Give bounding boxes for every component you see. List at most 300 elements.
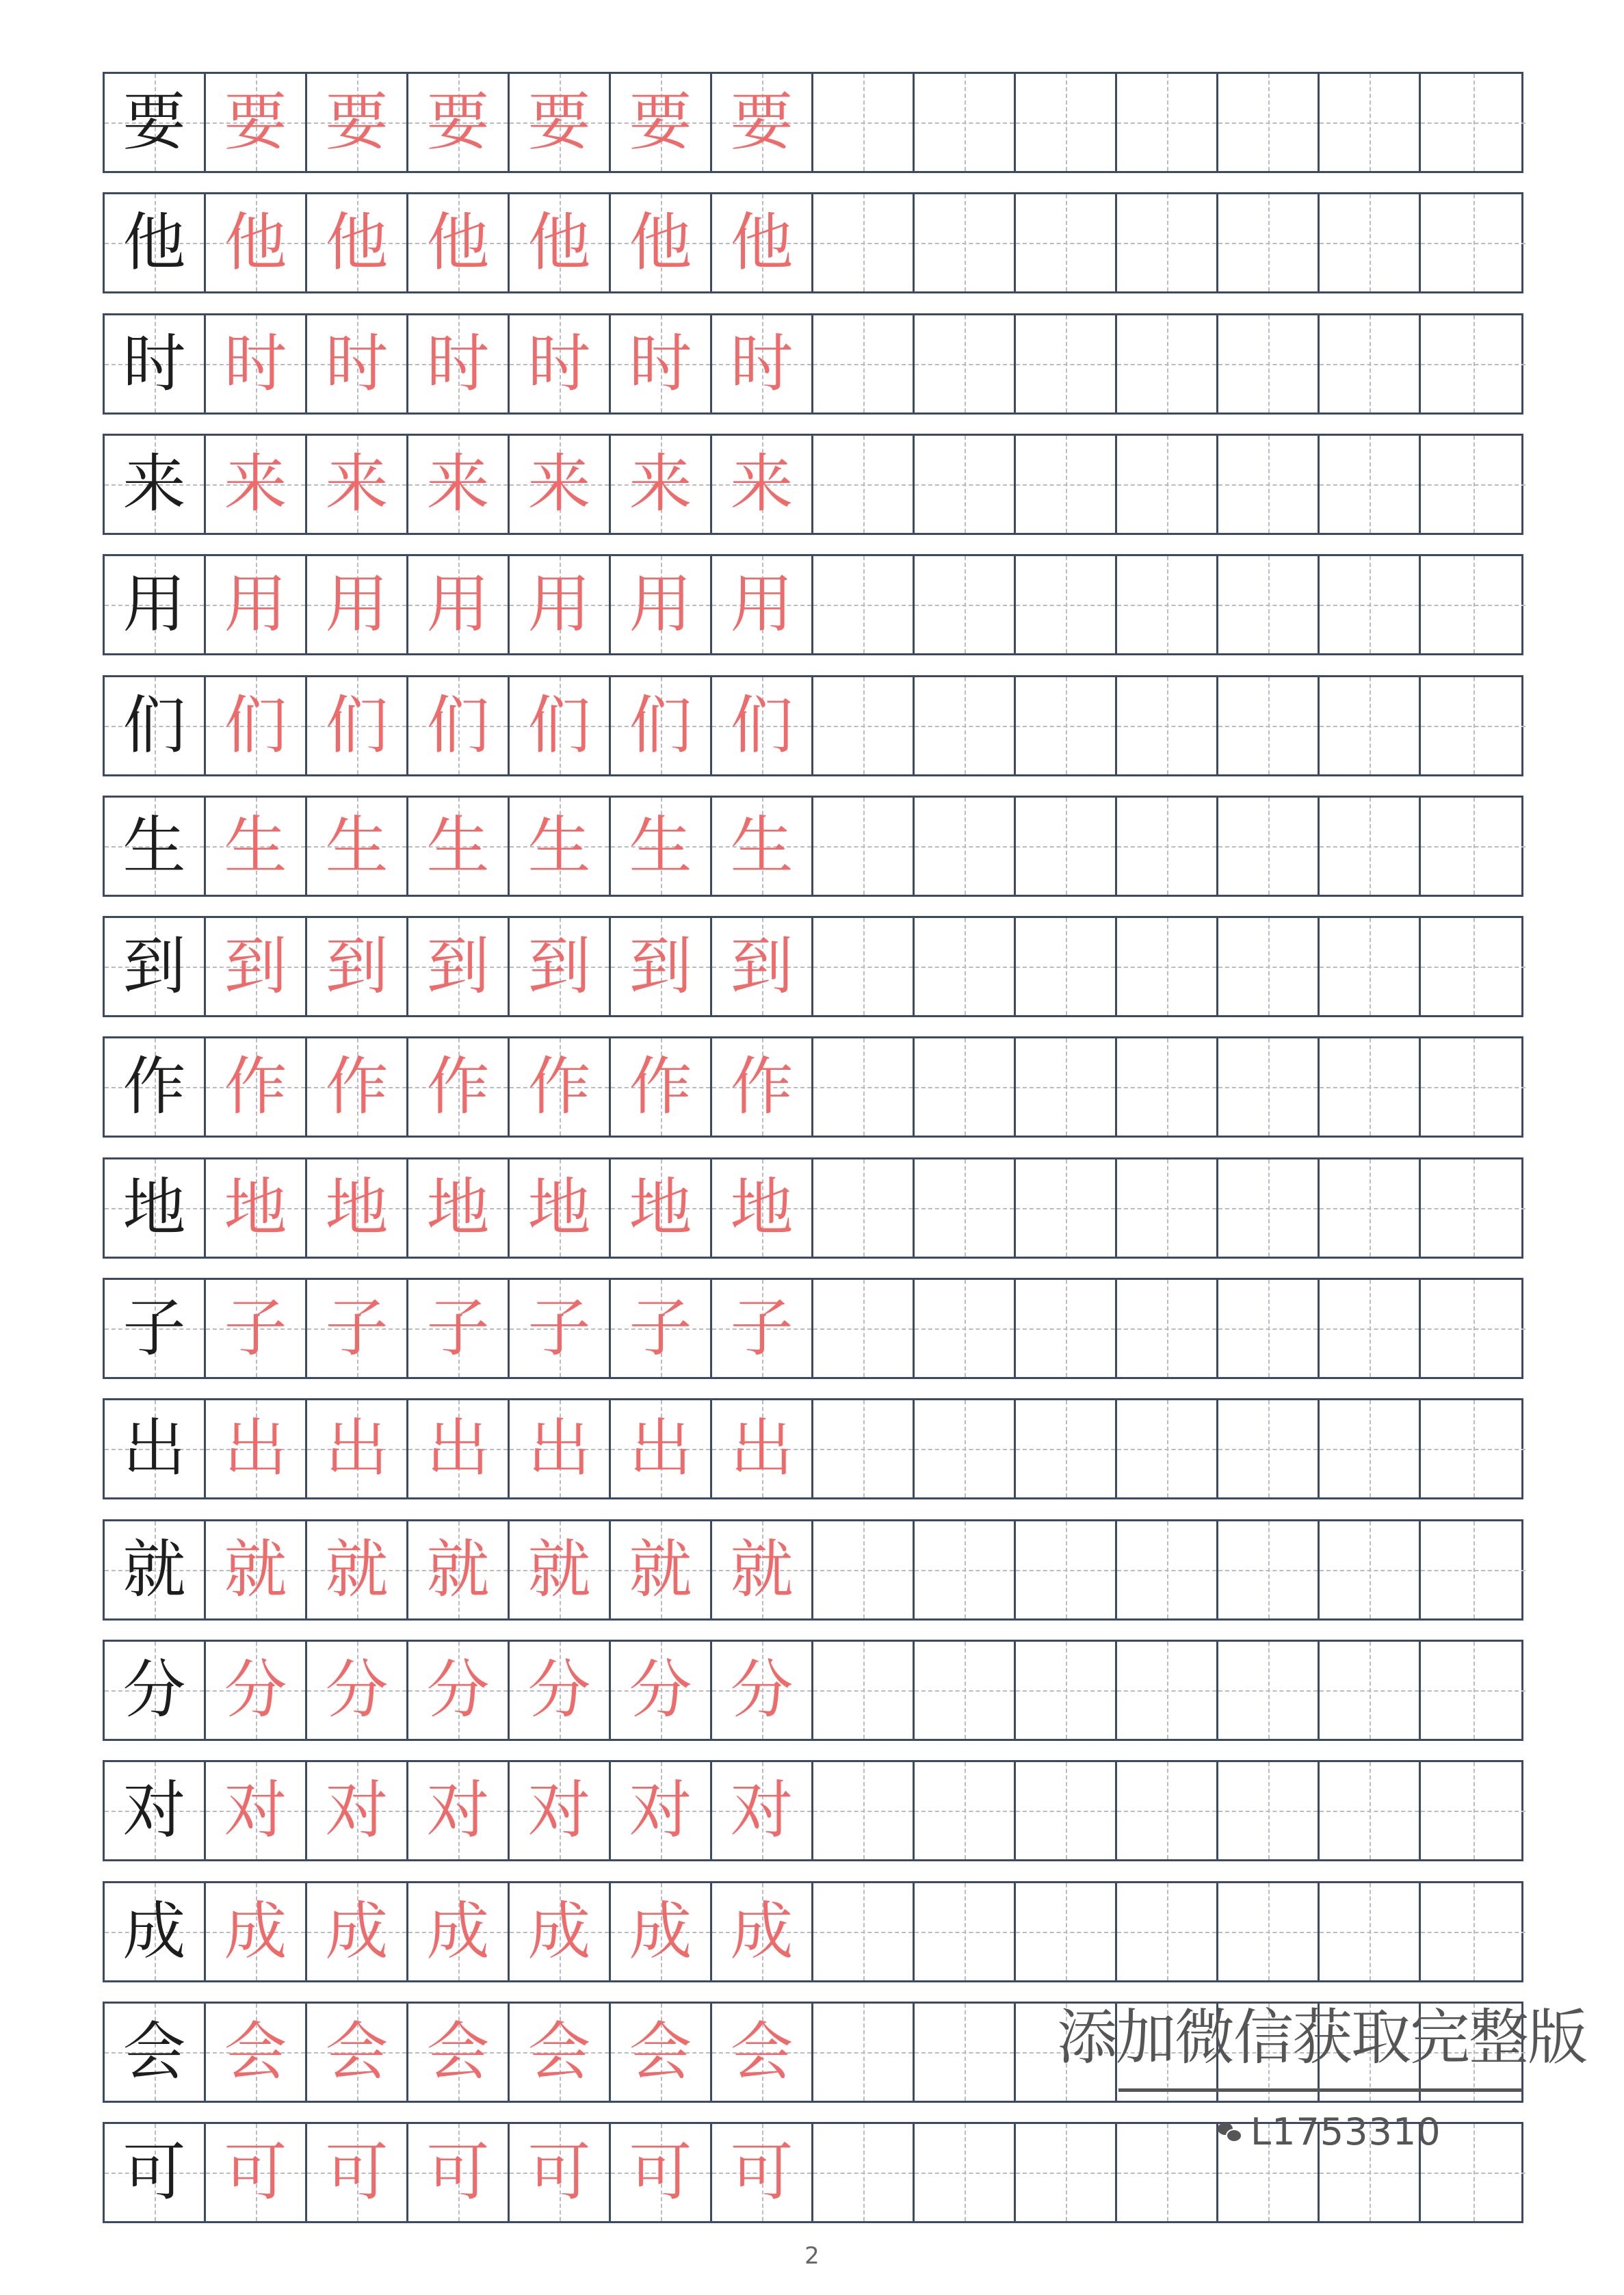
trace-character: 用 (629, 568, 692, 641)
trace-cell (510, 194, 611, 291)
trace-character: 们 (224, 689, 287, 762)
blank-practice-cell (1117, 1762, 1218, 1859)
model-cell (105, 1762, 206, 1859)
trace-cell (712, 436, 813, 533)
trace-cell (611, 2004, 712, 2101)
blank-practice-cell (813, 436, 915, 533)
trace-cell (408, 2004, 510, 2101)
practice-row (103, 675, 1523, 776)
model-character: 到 (122, 930, 186, 1003)
trace-cell (307, 1038, 408, 1136)
trace-cell (510, 556, 611, 653)
trace-cell (206, 1038, 307, 1136)
blank-practice-cell (1320, 74, 1421, 171)
model-cell (105, 1280, 206, 1377)
blank-practice-cell (813, 1642, 915, 1739)
trace-character: 就 (730, 1533, 794, 1606)
trace-cell (510, 74, 611, 171)
trace-cell (206, 556, 307, 653)
trace-character: 生 (730, 809, 794, 882)
blank-practice-cell (1320, 556, 1421, 653)
trace-character: 到 (527, 930, 591, 1003)
blank-practice-cell (1421, 1159, 1525, 1257)
practice-row (103, 434, 1523, 535)
trace-cell (206, 74, 307, 171)
trace-cell (510, 436, 611, 533)
trace-cell (408, 2124, 510, 2221)
blank-practice-cell (1117, 677, 1218, 774)
trace-cell (510, 1642, 611, 1739)
trace-cell (611, 194, 712, 291)
blank-practice-cell (1320, 315, 1421, 412)
blank-practice-cell (1117, 1159, 1218, 1257)
trace-cell (712, 798, 813, 895)
blank-practice-cell (1320, 918, 1421, 1015)
trace-character: 就 (527, 1533, 591, 1606)
blank-practice-cell (1218, 1038, 1320, 1136)
trace-cell (611, 1762, 712, 1859)
blank-practice-cell (1117, 74, 1218, 171)
trace-cell (206, 1642, 307, 1739)
blank-practice-cell (1016, 194, 1117, 291)
blank-practice-cell (1117, 1521, 1218, 1618)
trace-cell (712, 315, 813, 412)
trace-character: 时 (629, 327, 692, 400)
blank-practice-cell (915, 556, 1016, 653)
trace-character: 可 (629, 2136, 692, 2209)
blank-practice-cell (1320, 1883, 1421, 1980)
blank-practice-cell (1320, 1159, 1421, 1257)
model-cell (105, 556, 206, 653)
blank-practice-cell (1117, 798, 1218, 895)
trace-character: 生 (629, 809, 692, 882)
trace-character: 会 (426, 2015, 490, 2088)
trace-character: 作 (426, 1050, 490, 1123)
blank-practice-cell (1117, 1883, 1218, 1980)
model-cell (105, 315, 206, 412)
trace-cell (408, 1038, 510, 1136)
practice-row (103, 1640, 1523, 1741)
blank-practice-cell (1117, 315, 1218, 412)
trace-character: 时 (527, 327, 591, 400)
blank-practice-cell (1421, 1521, 1525, 1618)
blank-practice-cell (1421, 315, 1525, 412)
model-cell (105, 194, 206, 291)
model-cell (105, 798, 206, 895)
trace-cell (206, 798, 307, 895)
trace-cell (611, 1038, 712, 1136)
trace-cell (307, 556, 408, 653)
blank-practice-cell (1421, 677, 1525, 774)
blank-practice-cell (1218, 436, 1320, 533)
trace-character: 们 (730, 689, 794, 762)
trace-cell (408, 1400, 510, 1497)
trace-character: 出 (629, 1412, 692, 1485)
model-character: 成 (122, 1895, 186, 1968)
trace-character: 对 (325, 1774, 389, 1847)
blank-practice-cell (1016, 1521, 1117, 1618)
trace-character: 用 (730, 568, 794, 641)
trace-character: 时 (426, 327, 490, 400)
blank-practice-cell (1218, 1762, 1320, 1859)
blank-practice-cell (1320, 677, 1421, 774)
trace-character: 就 (426, 1533, 490, 1606)
trace-cell (712, 1642, 813, 1739)
blank-practice-cell (813, 1400, 915, 1497)
trace-character: 来 (730, 447, 794, 521)
trace-character: 可 (426, 2136, 490, 2209)
trace-character: 作 (730, 1050, 794, 1123)
trace-character: 生 (224, 809, 287, 882)
blank-practice-cell (1421, 1642, 1525, 1739)
trace-cell (408, 315, 510, 412)
trace-character: 用 (527, 568, 591, 641)
trace-cell (206, 918, 307, 1015)
blank-practice-cell (1421, 194, 1525, 291)
trace-cell (206, 1159, 307, 1257)
blank-practice-cell (813, 798, 915, 895)
blank-practice-cell (1320, 1642, 1421, 1739)
blank-practice-cell (915, 2124, 1016, 2221)
blank-practice-cell (1218, 918, 1320, 1015)
model-cell (105, 74, 206, 171)
blank-practice-cell (1421, 1038, 1525, 1136)
trace-character: 地 (325, 1171, 389, 1244)
blank-practice-cell (915, 436, 1016, 533)
blank-practice-cell (915, 1521, 1016, 1618)
blank-practice-cell (813, 2004, 915, 2101)
trace-cell (712, 1883, 813, 1980)
trace-character: 成 (426, 1895, 490, 1968)
trace-character: 们 (325, 689, 389, 762)
trace-cell (206, 1762, 307, 1859)
trace-cell (307, 194, 408, 291)
trace-character: 出 (730, 1412, 794, 1485)
blank-practice-cell (1218, 556, 1320, 653)
blank-practice-cell (1421, 798, 1525, 895)
trace-character: 对 (426, 1774, 490, 1847)
trace-character: 出 (325, 1412, 389, 1485)
model-cell (105, 1159, 206, 1257)
model-cell (105, 436, 206, 533)
blank-practice-cell (1016, 1762, 1117, 1859)
blank-practice-cell (1421, 556, 1525, 653)
model-character: 子 (122, 1291, 186, 1365)
trace-cell (206, 436, 307, 533)
blank-practice-cell (1320, 1400, 1421, 1497)
trace-character: 作 (527, 1050, 591, 1123)
blank-practice-cell (1320, 194, 1421, 291)
trace-character: 可 (224, 2136, 287, 2209)
trace-character: 地 (527, 1171, 591, 1244)
trace-cell (206, 194, 307, 291)
trace-cell (510, 1883, 611, 1980)
watermark (1057, 2002, 1597, 2153)
practice-row (103, 796, 1523, 897)
blank-practice-cell (813, 2124, 915, 2221)
blank-practice-cell (915, 74, 1016, 171)
model-cell (105, 1521, 206, 1618)
model-character: 来 (122, 447, 186, 521)
practice-row (103, 72, 1523, 173)
trace-cell (510, 1038, 611, 1136)
trace-cell (307, 918, 408, 1015)
trace-character: 他 (224, 206, 287, 279)
trace-character: 用 (224, 568, 287, 641)
trace-cell (611, 74, 712, 171)
blank-practice-cell (915, 1159, 1016, 1257)
blank-practice-cell (1117, 1400, 1218, 1497)
trace-character: 成 (224, 1895, 287, 1968)
model-character: 们 (122, 689, 186, 762)
trace-cell (712, 1762, 813, 1859)
trace-character: 他 (325, 206, 389, 279)
blank-practice-cell (813, 194, 915, 291)
trace-cell (408, 798, 510, 895)
trace-character: 分 (629, 1653, 692, 1727)
trace-cell (307, 1762, 408, 1859)
model-cell (105, 1038, 206, 1136)
trace-character: 子 (527, 1291, 591, 1365)
trace-cell (712, 74, 813, 171)
trace-character: 生 (325, 809, 389, 882)
trace-cell (611, 677, 712, 774)
trace-cell (206, 2124, 307, 2221)
trace-character: 作 (224, 1050, 287, 1123)
trace-character: 用 (325, 568, 389, 641)
trace-cell (408, 1159, 510, 1257)
trace-character: 地 (730, 1171, 794, 1244)
trace-cell (510, 1400, 611, 1497)
trace-cell (510, 1521, 611, 1618)
blank-practice-cell (1421, 436, 1525, 533)
trace-cell (712, 2124, 813, 2221)
blank-practice-cell (1421, 918, 1525, 1015)
trace-character: 要 (730, 86, 794, 159)
trace-character: 到 (730, 930, 794, 1003)
model-character: 地 (122, 1171, 186, 1244)
trace-character: 时 (224, 327, 287, 400)
blank-practice-cell (1320, 1038, 1421, 1136)
blank-practice-cell (1117, 2124, 1218, 2221)
blank-practice-cell (1320, 436, 1421, 533)
trace-cell (206, 1883, 307, 1980)
trace-character: 来 (527, 447, 591, 521)
trace-cell (206, 1280, 307, 1377)
blank-practice-cell (915, 1642, 1016, 1739)
blank-practice-cell (1117, 1280, 1218, 1377)
blank-practice-cell (1016, 436, 1117, 533)
trace-cell (408, 1642, 510, 1739)
model-cell (105, 2124, 206, 2221)
trace-cell (712, 556, 813, 653)
blank-practice-cell (1421, 1883, 1525, 1980)
trace-character: 要 (224, 86, 287, 159)
blank-practice-cell (1218, 74, 1320, 171)
trace-cell (712, 1159, 813, 1257)
blank-practice-cell (1117, 1038, 1218, 1136)
trace-cell (611, 1642, 712, 1739)
blank-practice-cell (1117, 1642, 1218, 1739)
trace-cell (712, 677, 813, 774)
page-number: 2 (804, 2242, 820, 2270)
trace-character: 到 (629, 930, 692, 1003)
wechat-icon (1218, 2123, 1241, 2142)
trace-cell (307, 2124, 408, 2221)
trace-cell (510, 1762, 611, 1859)
trace-character: 分 (325, 1653, 389, 1727)
trace-cell (611, 1883, 712, 1980)
blank-practice-cell (1320, 1521, 1421, 1618)
blank-practice-cell (915, 918, 1016, 1015)
trace-character: 对 (224, 1774, 287, 1847)
watermark-title: 添加微信获取完整版 (1057, 2002, 1587, 2073)
model-cell (105, 918, 206, 1015)
trace-cell (408, 74, 510, 171)
blank-practice-cell (1016, 315, 1117, 412)
trace-character: 们 (629, 689, 692, 762)
trace-cell (611, 1159, 712, 1257)
trace-character: 生 (527, 809, 591, 882)
trace-cell (307, 436, 408, 533)
blank-practice-cell (813, 315, 915, 412)
trace-cell (611, 918, 712, 1015)
trace-character: 可 (325, 2136, 389, 2209)
practice-row (103, 1760, 1523, 1861)
trace-cell (206, 677, 307, 774)
trace-character: 对 (629, 1774, 692, 1847)
trace-character: 对 (527, 1774, 591, 1847)
model-character: 作 (122, 1050, 186, 1123)
trace-cell (408, 1280, 510, 1377)
practice-row (103, 1278, 1523, 1379)
trace-character: 来 (325, 447, 389, 521)
blank-practice-cell (1218, 1642, 1320, 1739)
trace-cell (510, 1280, 611, 1377)
trace-character: 子 (426, 1291, 490, 1365)
blank-practice-cell (1016, 2124, 1117, 2221)
trace-cell (712, 1521, 813, 1618)
model-character: 用 (122, 568, 186, 641)
trace-cell (307, 1883, 408, 1980)
trace-cell (712, 194, 813, 291)
model-cell (105, 2004, 206, 2101)
blank-practice-cell (1016, 74, 1117, 171)
blank-practice-cell (1117, 194, 1218, 291)
trace-character: 分 (224, 1653, 287, 1727)
blank-practice-cell (915, 2004, 1016, 2101)
trace-character: 可 (527, 2136, 591, 2209)
trace-character: 子 (629, 1291, 692, 1365)
trace-cell (510, 2004, 611, 2101)
trace-cell (611, 436, 712, 533)
practice-row (103, 1398, 1523, 1499)
model-cell (105, 677, 206, 774)
trace-cell (206, 315, 307, 412)
blank-practice-cell (813, 1159, 915, 1257)
blank-practice-cell (1218, 194, 1320, 291)
trace-cell (307, 1159, 408, 1257)
trace-cell (611, 1400, 712, 1497)
trace-cell (408, 677, 510, 774)
trace-character: 来 (426, 447, 490, 521)
trace-character: 到 (426, 930, 490, 1003)
trace-cell (510, 315, 611, 412)
trace-cell (510, 1159, 611, 1257)
trace-character: 就 (224, 1533, 287, 1606)
trace-cell (408, 194, 510, 291)
trace-character: 要 (426, 86, 490, 159)
practice-row (103, 916, 1523, 1017)
trace-character: 就 (325, 1533, 389, 1606)
trace-character: 出 (527, 1412, 591, 1485)
blank-practice-cell (915, 677, 1016, 774)
trace-cell (712, 1280, 813, 1377)
blank-practice-cell (915, 1400, 1016, 1497)
blank-practice-cell (1117, 436, 1218, 533)
watermark-underline (1118, 2088, 1522, 2092)
trace-cell (307, 798, 408, 895)
trace-character: 地 (629, 1171, 692, 1244)
trace-character: 就 (629, 1533, 692, 1606)
practice-row (103, 1881, 1523, 1982)
trace-character: 会 (527, 2015, 591, 2088)
model-character: 对 (122, 1774, 186, 1847)
trace-cell (611, 2124, 712, 2221)
trace-cell (712, 2004, 813, 2101)
blank-practice-cell (915, 1038, 1016, 1136)
blank-practice-cell (915, 1762, 1016, 1859)
model-character: 分 (122, 1653, 186, 1727)
blank-practice-cell (1016, 1159, 1117, 1257)
model-character: 生 (122, 809, 186, 882)
trace-character: 分 (527, 1653, 591, 1727)
blank-practice-cell (1218, 1521, 1320, 1618)
trace-cell (206, 1400, 307, 1497)
trace-character: 出 (426, 1412, 490, 1485)
blank-practice-cell (813, 556, 915, 653)
practice-row (103, 313, 1523, 415)
watermark-id-row (1218, 2110, 1441, 2153)
blank-practice-cell (1421, 74, 1525, 171)
blank-practice-cell (1421, 1400, 1525, 1497)
trace-character: 们 (426, 689, 490, 762)
model-cell (105, 1642, 206, 1739)
trace-character: 他 (426, 206, 490, 279)
blank-practice-cell (1320, 798, 1421, 895)
blank-practice-cell (813, 1038, 915, 1136)
practice-row (103, 192, 1523, 293)
trace-cell (408, 556, 510, 653)
trace-character: 对 (730, 1774, 794, 1847)
trace-cell (307, 677, 408, 774)
blank-practice-cell (1218, 677, 1320, 774)
trace-character: 要 (325, 86, 389, 159)
trace-cell (307, 1280, 408, 1377)
trace-cell (307, 2004, 408, 2101)
blank-practice-cell (915, 194, 1016, 291)
blank-practice-cell (1016, 556, 1117, 653)
blank-practice-cell (1421, 1280, 1525, 1377)
trace-cell (307, 74, 408, 171)
blank-practice-cell (1218, 1280, 1320, 1377)
model-character: 就 (122, 1533, 186, 1606)
trace-character: 用 (426, 568, 490, 641)
model-character: 要 (122, 86, 186, 159)
trace-cell (307, 1521, 408, 1618)
trace-cell (307, 1642, 408, 1739)
trace-cell (712, 918, 813, 1015)
